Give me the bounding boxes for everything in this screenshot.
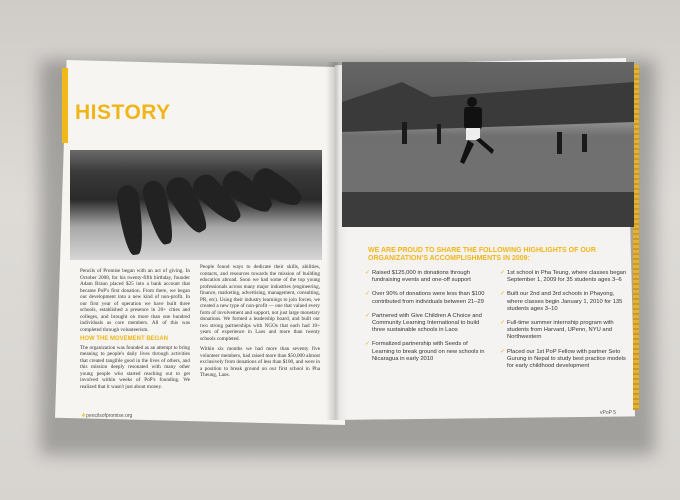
accent-bar <box>62 68 68 143</box>
right-column-text-2: Within six months we had more than seventy five volunteer members, had raised more than $50,000 almost exclusively from donations of less than $100, and were in a position to break ground on our first school in Pha Theung, Laos. <box>200 346 320 378</box>
page-number: 4 <box>82 413 85 419</box>
list-item: ✓ Full-time summer internship program with students from Harvard, UPenn, NYU and Northwestern <box>500 320 614 341</box>
list-item: ✓ Raised $125,000 in donations through fundraising events and one-off support <box>365 270 471 284</box>
check-icon: ✓ <box>500 291 506 298</box>
folio-left <box>82 413 132 419</box>
list-item: ✓ Formalized partnership with Seeds of Learning to break ground on new schools in Nicaragua in early 2010 <box>365 341 485 362</box>
check-icon: ✓ <box>365 312 371 319</box>
intro-text: Pencils of Promise began with an act of giving. In October 2008, for his twenty-fifth birthday, founder Adam Braun placed $25 into a bank account that became PoP's first donation. From there, we began our development into a new kind of non-profit. In our first year of operation we have built three schools, established a presence in 20+ cities and colleges, and brought on more than one hundred individuals as core members. All of this was completed through volunteerism. <box>80 268 190 333</box>
check-icon: ✓ <box>500 270 506 276</box>
movement-text: The organization was founded as an attempt to bring meaning to people's daily lives through activities that created tangible good in the lives of others, and this mission deeply resonated with many other young people who started reaching out to get involved within weeks of PoP's founding. We realized that it wasn't just about money. <box>80 344 190 390</box>
right-column-text: People found ways to dedicate their skills, abilities, contacts, and resources towards the mission of building education abroad. Soon we had some of the top young professionals across many major industries (engineering, finance, marketing, advertising, management, consulting, PR, etc). Using their industry learnings to join forces, we created a new type of non-profit — one that valued every form of involvement and support, not just large monetary donations. We formed a leadership board, and built our two strong partnerships with NGOs that each had 10+ years of experience in Laos and more than twenty schools completed. <box>200 264 320 342</box>
boats-photo <box>70 150 322 260</box>
highlights-list-right <box>500 270 630 377</box>
list-item: ✓ Over 90% of donations were less than $100 contributed from individuals between 21–29 <box>365 291 485 305</box>
check-icon: ✓ <box>500 348 506 355</box>
list-item: ✓ Partnered with Give Children A Choice and Community Learning International to build three sustainable schools in Laos <box>365 312 482 334</box>
folio-right: vPoP 5 <box>600 410 617 416</box>
soccer-photo <box>342 62 634 227</box>
check-icon: ✓ <box>365 291 371 298</box>
highlights-list-left <box>365 270 490 370</box>
check-icon: ✓ <box>365 270 371 276</box>
list-item: ✓ Built our 2nd and 3rd schools in Phayong, where classes begin January 1, 2010 for 135 students ages 3–10 <box>500 291 623 312</box>
page-title: HISTORY <box>75 101 171 124</box>
section-subhead: HOW THE MOVEMENT BEGAN <box>80 336 168 342</box>
body-column-left <box>80 268 190 390</box>
website: pencilsofpromise.org <box>86 413 133 419</box>
soccer-photo-silhouettes <box>342 62 634 227</box>
list-item: ✓ Placed our 1st PoP Fellow with partner Seto Gurung in Nepal to study best practice models for early childhood development <box>500 348 626 370</box>
body-column-right <box>200 264 320 379</box>
highlights-title: WE ARE PROUD TO SHARE THE FOLLOWING HIGHLIGHTS OF OUR ORGANIZATION'S ACCOMPLISHMENTS IN 2009: <box>368 247 596 262</box>
check-icon: ✓ <box>500 320 506 327</box>
list-item: ✓ 1st school in Pha Teung, where classes began September 1, 2009 for 35 students ages 3–6 <box>500 270 627 284</box>
check-icon: ✓ <box>365 341 371 348</box>
